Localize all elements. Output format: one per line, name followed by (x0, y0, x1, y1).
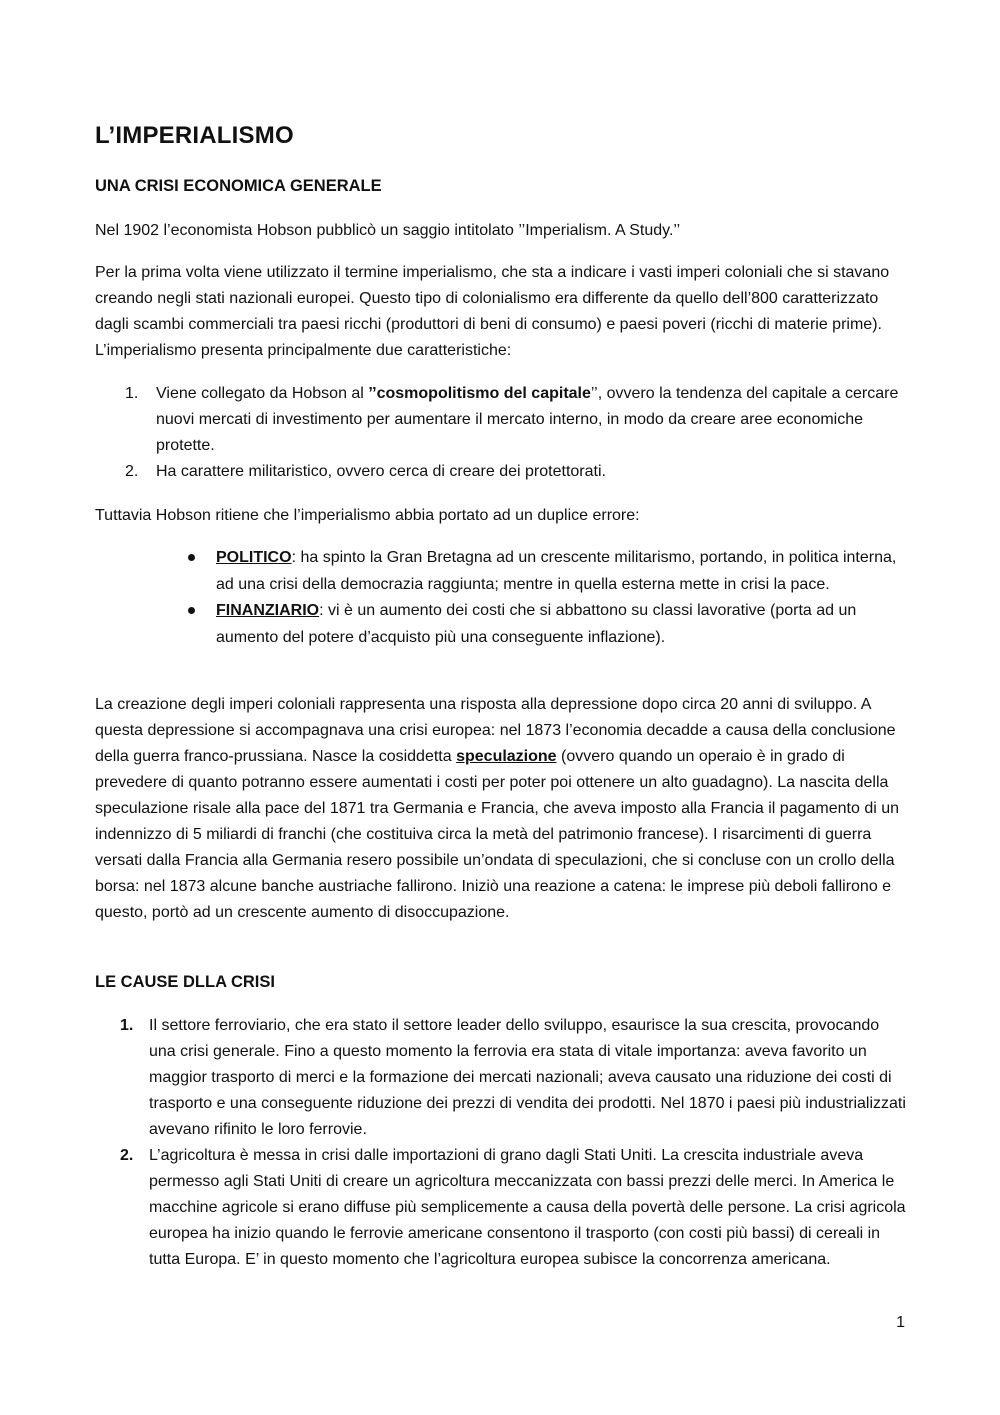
bullet-term: FINANZIARIO (216, 602, 320, 619)
numbered-list-cause (120, 1013, 910, 1273)
bullet-list-errori (188, 545, 910, 651)
section-heading-cause-crisi: LE CAUSE DLLA CRISI (95, 973, 275, 991)
bullet-icon (188, 607, 195, 614)
document-title: L’IMPERIALISMO (95, 122, 294, 149)
paragraph-hobson-saggio: Nel 1902 l’economista Hobson pubblicò un saggio intitolato ’’Imperialism. A Study.’’ (95, 222, 681, 239)
bullet-icon (188, 554, 195, 561)
paragraph-imperialismo-definizione: Per la prima volta viene utilizzato il termine imperialismo, che sta a indicare i vasti imperi coloniali che si stavano creando negli stati nazionali europei. Questo tipo di colonialismo era differente da quello dell’800 caratterizzato dagli scambi commerciali tra paesi ricchi (produttori di beni di consumo) e paesi poveri (ricchi di materie prime). L’imperialismo presenta principalmente due caratteristiche: (95, 264, 890, 359)
section-heading-crisi-economica: UNA CRISI ECONOMICA GENERALE (95, 177, 382, 195)
list-item (120, 1013, 910, 1143)
list-item-bold-term: ’’cosmopolitismo del capitale (368, 385, 591, 402)
paragraph-text-post: (ovvero quando un operaio è in grado di prevedere di quanto potranno essere aumentati i costi per poter poi ottenere un alto guadagno). La nascita della speculazione risale alla pace del 1871 tra Germania e Francia, che aveva imposto alla Francia il pagamento di un indennizzo di 5 miliardi di franchi (che costituiva circa la metà del patrimonio francese). I risarcimenti di guerra versati dalla Francia alla Germania resero possibile un’ondata di speculazioni, che si concluse con un crollo della borsa: nel 1873 alcune banche austriache fallirono. Iniziò una reazione a catena: le imprese più deboli fallirono e questo, portò ad un crescente aumento di disoccupazione. (95, 748, 900, 921)
list-item (188, 545, 910, 598)
list-item (125, 381, 910, 459)
list-item-text-post: ’’, ovvero la tendenza del capitale a cercare nuovi mercati di investimento per aumentare il mercato interno, in modo da creare aree economiche protette. (156, 385, 899, 454)
list-item-text: L’agricoltura è messa in crisi dalle importazioni di grano dagli Stati Uniti. La crescita industriale aveva permesso agli Stati Uniti di creare un agricoltura meccanizzata con bassi prezzi delle merci. In America le macchine agricole si erano diffuse più semplicemente a causa della povertà delle persone. La crisi agricola europea ha inizio quando le ferrovie americane consentono il trasporto (con costi più bassi) di cereali in tutta Europa. E’ in questo momento che l’agricoltura europea subisce la concorrenza americana. (149, 1147, 906, 1268)
paragraph-duplice-errore: Tuttavia Hobson ritiene che l’imperialismo abbia portato ad un duplice errore: (95, 507, 640, 524)
list-number: 2. (120, 1147, 134, 1164)
numbered-list-caratteristiche (125, 381, 910, 485)
list-item (188, 598, 910, 651)
list-item-text: Ha carattere militaristico, ovvero cerca di creare dei protettorati. (156, 463, 606, 480)
bullet-text: : vi è un aumento dei costi che si abbattono su classi lavorative (porta ad un aumento del potere d’acquisto più una conseguente inflazione). (216, 602, 857, 646)
bullet-text: : ha spinto la Gran Bretagna ad un crescente militarismo, portando, in politica interna, ad una crisi della democrazia raggiunta; mentre in quella esterna mette in crisi la pace. (216, 549, 897, 593)
paragraph-term-speculazione: speculazione (456, 748, 557, 765)
list-item (120, 1143, 910, 1273)
page-number: 1 (896, 1314, 905, 1331)
paragraph-speculazione (95, 692, 910, 926)
bullet-term: POLITICO (216, 549, 292, 566)
list-number: 1. (125, 385, 139, 402)
list-item-text: Il settore ferroviario, che era stato il settore leader dello sviluppo, esaurisce la sua crescita, provocando una crisi generale. Fino a questo momento la ferrovia era stata di vitale importanza: aveva favorito un maggior trasporto di merci e la formazione dei mercati nazionali; aveva causato una riduzione dei costi di trasporto e una conseguente riduzione dei prezzi di vendita dei prodotti. Nel 1870 i paesi più industrializzati avevano rifinito le loro ferrovie. (149, 1017, 906, 1138)
list-number: 2. (125, 463, 139, 480)
paragraph-text-pre: La creazione degli imperi coloniali rappresenta una risposta alla depressione dopo circa 20 anni di sviluppo. A questa depressione si accompagnava una crisi europea: nel 1873 l’economia decadde a causa della conclusione della guerra franco-prussiana. Nasce la cosiddetta (95, 696, 896, 765)
list-item-text-pre: Viene collegato da Hobson al (156, 385, 369, 402)
list-item (125, 459, 910, 485)
list-number: 1. (120, 1017, 134, 1034)
